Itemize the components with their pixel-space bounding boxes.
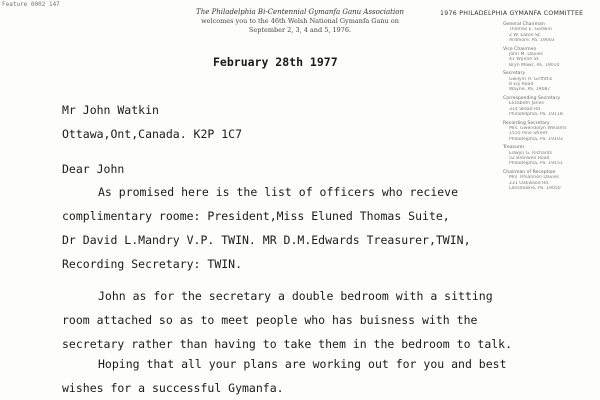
committee-line: 314 Stead Rd. xyxy=(509,106,542,112)
committee-line: Philadelphia, Pa. 19151 xyxy=(509,161,563,167)
paragraph-line: wishes for a successful Gymanfa. xyxy=(62,381,284,395)
committee-line: 231 Oakwood Rd. xyxy=(509,180,550,186)
paragraph-line: Recording Secretary: TWIN. xyxy=(62,257,243,271)
letterhead xyxy=(180,8,420,35)
letterhead-line: The Philadelphia Bi-Centennial Gymanfa Ganu Association xyxy=(196,8,404,16)
committee-member xyxy=(503,121,598,143)
committee-line: Ardmore, Pa. 19003 xyxy=(509,38,555,44)
recipient-name: Mr John Watkin xyxy=(62,103,159,117)
committee-member xyxy=(503,145,598,167)
committee-member xyxy=(503,71,598,93)
letterhead-line: welcomes you to the 46th Welsh National Gymanfa Ganu on xyxy=(201,17,399,25)
paragraph-line: room attached so as to meet people who has buisness with the xyxy=(62,313,478,327)
committee-line: 41 Wynne St. xyxy=(509,57,540,63)
paragraph-officers xyxy=(62,180,532,276)
document-id: Feature 0002 147 xyxy=(2,1,60,8)
committee-line: Mrs. Gwendolyn Williams xyxy=(509,125,567,131)
committee-member xyxy=(503,22,598,44)
paragraph-line: John as for the secretary a double bedroom with a sitting xyxy=(98,289,493,303)
letterhead-line: September 2, 3, 4 and 5, 1976. xyxy=(248,26,352,34)
committee-role: Treasurer xyxy=(503,145,525,151)
committee-line: Edwyn G. Richards xyxy=(509,150,552,156)
committee-line: 52 Bronwen Road xyxy=(509,155,550,161)
committee-line: 2 W. Eaton St. xyxy=(509,32,542,38)
committee-role: General Chairman xyxy=(503,22,545,27)
committee-member xyxy=(503,47,598,69)
committee-line: Philadelphia, Pa. 19118 xyxy=(509,112,563,118)
salutation: Dear John xyxy=(62,162,125,176)
recipient-address: Ottawa,Ont,Canada. K2P 1C7 xyxy=(62,127,243,141)
committee-line: Gwilym H. Griffiths xyxy=(509,76,553,82)
paragraph-line: secretary rather than having to take them in the bedroom to talk. xyxy=(62,337,513,351)
paragraph-line: Hoping that all your plans are working out for you and best xyxy=(98,357,507,371)
committee-line: Lansdowne, Pa. 19050 xyxy=(509,185,561,191)
letter-date: February 28th 1977 xyxy=(213,55,338,69)
committee-line: Elizabeth Jones xyxy=(509,101,544,107)
committee-line: 8 Ely Road xyxy=(509,82,534,88)
committee-role: Chairman of Reception xyxy=(503,169,556,175)
paragraph-secretary xyxy=(62,284,532,356)
paragraph-closing xyxy=(62,352,532,400)
committee-role: Secretary xyxy=(503,71,526,77)
paragraph-line: As promised here is the list of officers who recieve xyxy=(98,185,459,199)
committee-line: Philadelphia, Pa. 19103 xyxy=(509,136,563,142)
paragraph-line: complimentary roome: President,Miss Eluned Thomas Suite, xyxy=(62,209,450,223)
paragraph-line: Dr David L.Mandry V.P. TWIN. MR D.M.Edwards Treasurer,TWIN, xyxy=(62,233,471,247)
recipient-block xyxy=(62,98,242,146)
committee-line: Thomas E. Godwin xyxy=(509,27,552,33)
committee-title: 1976 PHILADELPHIA GYMANFA COMMITTEE xyxy=(440,10,584,17)
committee-line: 1555 Pine Street xyxy=(509,131,548,137)
committee-line: Bryn Mawr, Pa. 19010 xyxy=(509,62,560,68)
committee-list xyxy=(503,22,598,194)
committee-role: Vice Chairmen xyxy=(503,46,537,52)
committee-line: Wayne, Pa. 19087 xyxy=(509,87,551,93)
committee-line: Mrs. Rhiannon Davies xyxy=(509,175,559,181)
committee-member xyxy=(503,96,598,118)
committee-role: Corresponding Secretary xyxy=(503,95,561,101)
committee-role: Recording Secretary xyxy=(503,120,550,126)
committee-line: John M. Davies xyxy=(509,52,543,58)
